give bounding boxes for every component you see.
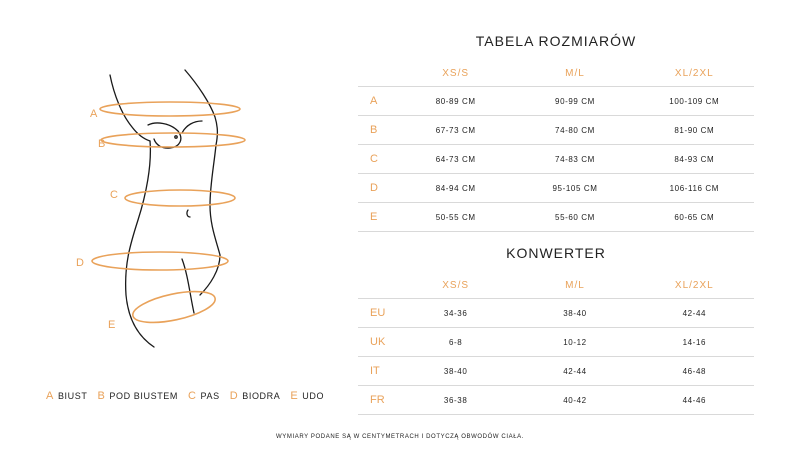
- table-cell: 40-42: [563, 395, 587, 405]
- table-cell: 95-105 CM: [552, 183, 598, 193]
- table-cell: 10-12: [563, 337, 587, 347]
- table-row: [358, 357, 754, 386]
- header-cell: M/L: [565, 67, 585, 79]
- header-cell: XL/2XL: [674, 67, 714, 79]
- row-label: IT: [370, 365, 380, 377]
- table-row: [358, 174, 754, 203]
- figure-label-a: A: [90, 108, 98, 120]
- legend-text: BIODRA: [242, 391, 281, 401]
- table-cell: 84-94 CM: [435, 183, 476, 193]
- row-label: UK: [370, 336, 386, 348]
- table-cell: 14-16: [682, 337, 707, 347]
- table-cell: 90-99 CM: [555, 96, 595, 106]
- table-cell: 106-116 CM: [669, 183, 720, 193]
- table-cell: 50-55 CM: [435, 212, 476, 222]
- figure-label-d: D: [76, 257, 84, 269]
- footnote: WYMIARY PODANE SĄ W CENTYMETRACH I DOTYCZĄ OBWODÓW CIAŁA.: [276, 434, 524, 440]
- table-cell: 60-65 CM: [674, 212, 715, 222]
- table-cell: 42-44: [682, 308, 707, 318]
- table-cell: 64-73 CM: [435, 154, 476, 164]
- legend-item-pas: [188, 390, 220, 402]
- table-cell: 84-93 CM: [674, 154, 715, 164]
- row-label: D: [370, 182, 378, 194]
- table-cell: 34-36: [443, 308, 468, 318]
- row-label: A: [370, 95, 378, 107]
- table-row: [358, 299, 754, 328]
- figure-label-c: C: [110, 189, 118, 201]
- row-label: E: [370, 211, 378, 223]
- row-label: FR: [370, 394, 385, 406]
- legend-letter: B: [97, 390, 106, 402]
- body-figure: [70, 55, 270, 355]
- table-cell: 42-44: [563, 366, 587, 376]
- table-cell: 81-90 CM: [674, 125, 715, 135]
- size-table: [358, 60, 754, 232]
- header-cell: XL/2XL: [674, 279, 714, 291]
- table-cell: 80-89 CM: [435, 96, 476, 106]
- row-label: EU: [370, 307, 386, 319]
- legend-item-pod-biustem: [97, 390, 178, 402]
- converter-title: KONWERTER: [506, 245, 606, 261]
- legend-item-udo: [290, 390, 324, 402]
- legend-text: POD BIUSTEM: [109, 391, 178, 401]
- legend-letter: D: [229, 390, 239, 402]
- table-cell: 6-8: [448, 337, 463, 347]
- table-cell: 74-80 CM: [555, 125, 595, 135]
- table-cell: 44-46: [682, 395, 707, 405]
- legend-text: PAS: [200, 391, 220, 401]
- figure-label-b: B: [98, 138, 106, 150]
- table-row: [358, 87, 754, 116]
- table-row: [358, 116, 754, 145]
- table-cell: 46-48: [682, 366, 707, 376]
- legend-item-biust: [46, 390, 87, 402]
- legend-item-biodra: [230, 390, 281, 402]
- table-row: [358, 203, 754, 232]
- header-cell: XS/S: [442, 279, 470, 291]
- size-table-title: TABELA ROZMIARÓW: [475, 33, 637, 49]
- table-cell: 36-38: [443, 395, 468, 405]
- measurement-legend: [46, 390, 334, 402]
- table-cell: 67-73 CM: [435, 125, 476, 135]
- table-row: [358, 328, 754, 357]
- table-cell: 38-40: [563, 308, 587, 318]
- converter-table: [358, 272, 754, 415]
- table-cell: 55-60 CM: [555, 212, 595, 222]
- figure-label-e: E: [108, 319, 116, 331]
- legend-letter: C: [188, 390, 197, 402]
- header-cell: M/L: [565, 279, 585, 291]
- header-cell: XS/S: [442, 67, 470, 79]
- table-cell: 100-109 CM: [669, 96, 720, 106]
- table-cell: 74-83 CM: [555, 154, 595, 164]
- body-silhouette-illustration: [70, 55, 270, 355]
- table-cell: 38-40: [443, 366, 468, 376]
- row-label: B: [370, 124, 378, 136]
- converter-header-row: [358, 272, 754, 299]
- table-row: [358, 145, 754, 174]
- legend-text: UDO: [302, 391, 325, 401]
- legend-letter: A: [46, 390, 54, 402]
- row-label: C: [370, 153, 378, 165]
- legend-text: BIUST: [57, 391, 88, 401]
- table-row: [358, 386, 754, 415]
- legend-letter: E: [290, 390, 299, 402]
- size-table-header-row: [358, 60, 754, 87]
